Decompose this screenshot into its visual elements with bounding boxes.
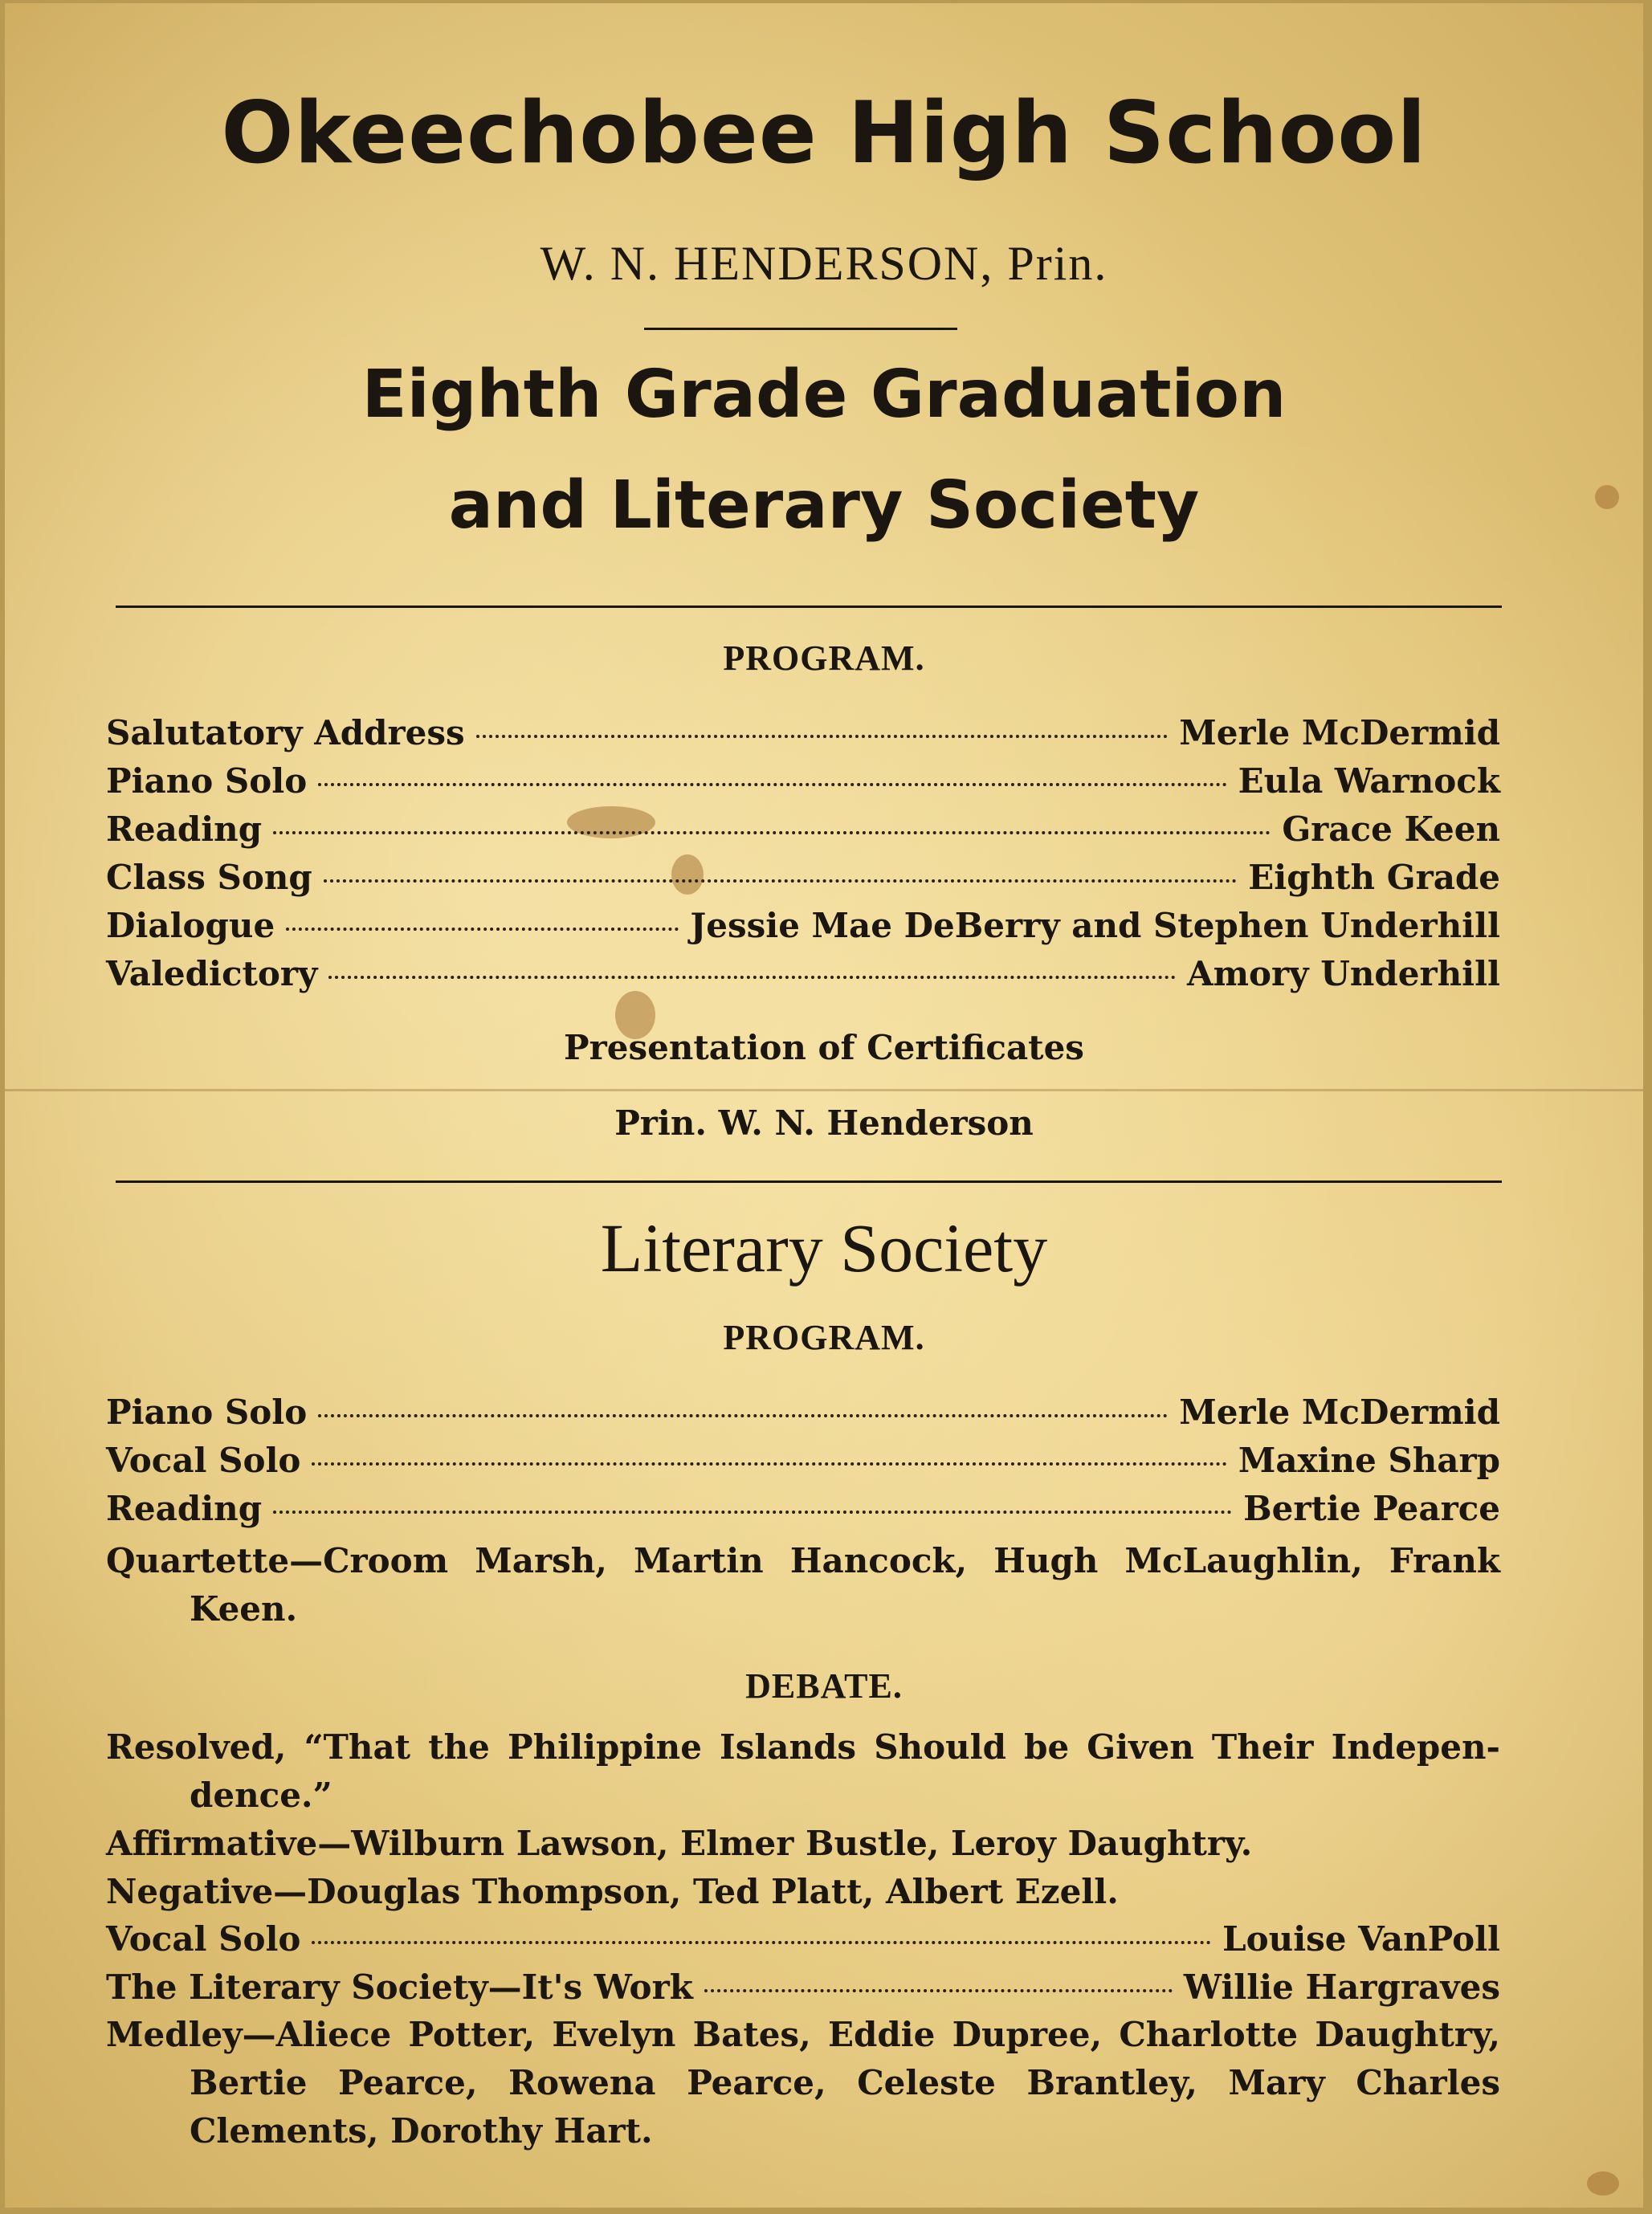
leader-dots [286,928,679,931]
presenter-line: Prin. W. N. Henderson [614,1103,1034,1143]
program-row [106,906,1500,951]
negative-line: Negative—Douglas Thompson, Ted Platt, Albert Ezell. [106,1872,1119,1911]
program-item-label: Class Song [106,858,312,897]
resolved-paragraph [106,1723,1500,1820]
leader-dots [704,1989,1173,1992]
program-item-label: The Literary Society—It's Work [106,1967,693,2007]
program-item-label: Vocal Solo [106,1919,301,1959]
program-row [106,1919,1500,1964]
program-item-label: Salutatory Address [106,713,465,752]
leader-dots [312,1941,1211,1944]
quartette-line: Keen. [190,1589,298,1629]
graduation-subtitle: and Literary Society [448,467,1200,544]
leader-dots [318,1414,1168,1417]
program-row [106,1489,1500,1534]
affirmative-line: Affirmative—Wilburn Lawson, Elmer Bustle, Leroy Daughtry. [106,1824,1253,1863]
program-row [106,858,1500,903]
leader-dots [476,735,1169,738]
program-item-performer: Bertie Pearce [1243,1489,1500,1528]
section-divider [116,1180,1502,1183]
medley-line: Bertie Pearce, Rowena Pearce, Celeste Brantley, Mary Charles [190,2063,1500,2102]
program-item-label: Piano Solo [106,1392,308,1432]
section-divider [116,605,1502,608]
program-row [106,809,1500,854]
program-item-label: Dialogue [106,906,275,945]
medley-line: Clements, Dorothy Hart. [190,2111,653,2151]
program-item-label: Reading [106,809,263,849]
principal-line: W. N. HENDERSON, Prin. [540,237,1108,290]
program-item-label: Reading [106,1489,263,1528]
fold-crease [5,1089,1643,1091]
program-item-performer: Maxine Sharp [1238,1441,1500,1480]
medley-paragraph [106,2011,1500,2155]
resolved-line: Resolved, “That the Philippine Islands Should be Given Their Indepen- [106,1727,1500,1767]
program-row [106,1967,1500,2012]
program-row [106,954,1500,999]
program-item-performer: Jessie Mae DeBerry and Stephen Underhill [690,906,1500,945]
program-item-performer: Eula Warnock [1238,761,1500,801]
leader-dots [273,831,1271,834]
program-item-performer: Eighth Grade [1248,858,1500,897]
program-heading: PROGRAM. [723,638,925,678]
resolved-line: dence.” [190,1776,332,1815]
program-row [106,1441,1500,1486]
leader-dots [328,976,1176,979]
leader-dots [324,879,1238,883]
short-divider [644,328,957,330]
program-page [5,3,1643,2208]
medley-line: Medley—Aliece Potter, Evelyn Bates, Eddie Dupree, Charlotte Daughtry, [106,2015,1500,2054]
program-item-performer: Amory Underhill [1187,954,1500,993]
program-row [106,713,1500,758]
program-item-label: Vocal Solo [106,1441,301,1480]
program-item-label: Piano Solo [106,761,308,801]
program-item-performer: Merle McDermid [1179,713,1500,752]
quartette-line: Quartette—Croom Marsh, Martin Hancock, Hugh McLaughlin, Frank [106,1541,1500,1580]
program-item-performer: Willie Hargraves [1183,1967,1500,2007]
quartette-paragraph [106,1537,1500,1633]
program-item-performer: Louise VanPoll [1222,1919,1500,1959]
school-title: Okeechobee High School [221,84,1427,182]
leader-dots [273,1511,1232,1514]
graduation-title: Eighth Grade Graduation [361,357,1287,433]
debate-heading: DEBATE. [745,1666,903,1706]
program-item-performer: Merle McDermid [1179,1392,1500,1432]
program-row [106,1392,1500,1437]
presentation-line: Presentation of Certificates [564,1028,1084,1067]
leader-dots [312,1462,1226,1466]
program-item-performer: Grace Keen [1282,809,1500,849]
stain-spot [1587,2171,1619,2196]
program-heading: PROGRAM. [723,1318,925,1357]
program-item-label: Valedictory [106,954,318,993]
literary-title: Literary Society [600,1209,1048,1286]
leader-dots [318,783,1226,786]
program-row [106,761,1500,806]
